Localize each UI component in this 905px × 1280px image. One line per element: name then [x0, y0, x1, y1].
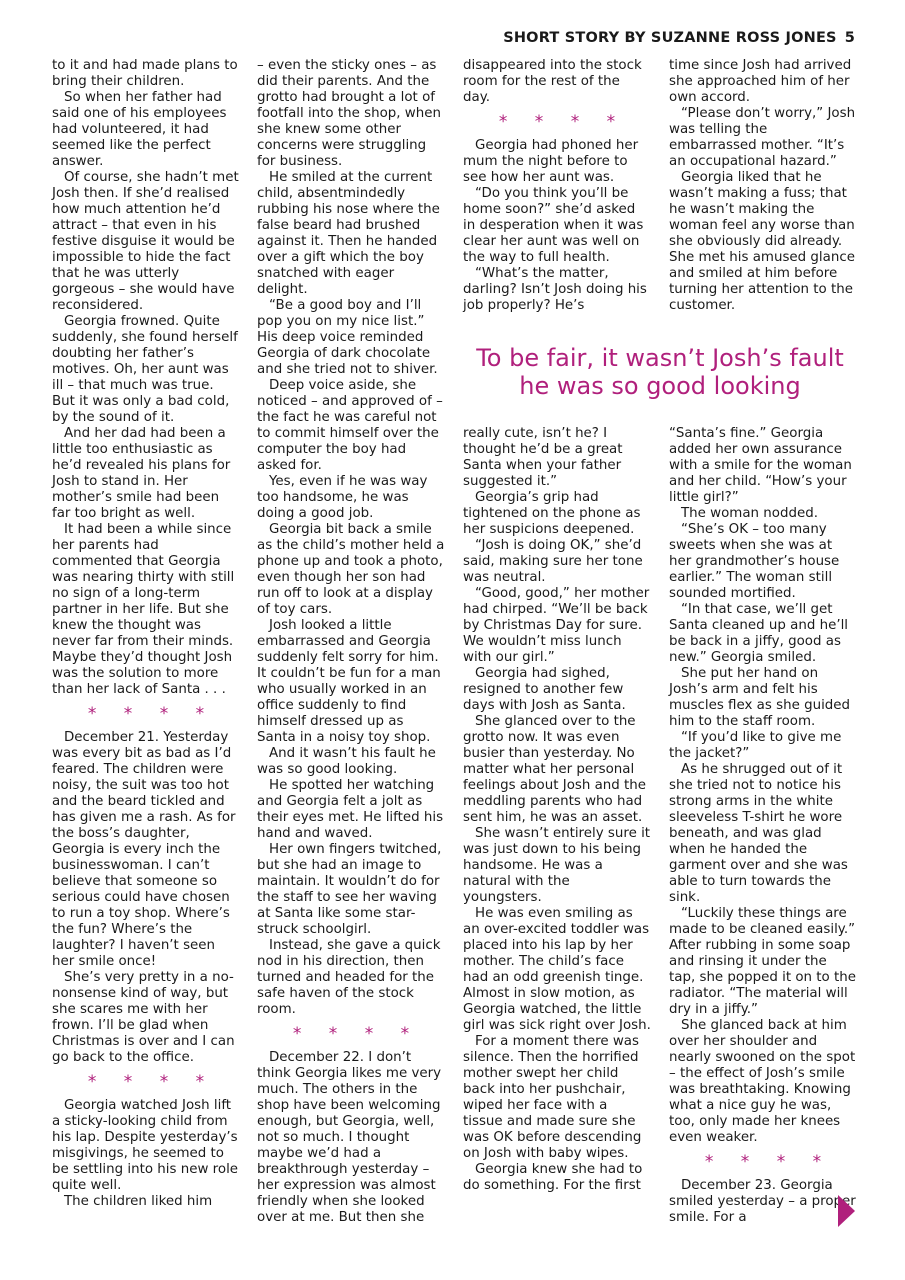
paragraph: Yes, even if he was way too handsome, he was doing a good job. — [257, 474, 428, 521]
paragraph: “Josh is doing OK,” she’d said, making sure her tone was neutral. — [463, 538, 643, 585]
paragraph: Georgia knew she had to do something. For the first — [463, 1162, 643, 1193]
next-page-arrow-icon — [838, 1195, 855, 1227]
column-2 — [257, 58, 445, 1226]
paragraph: The children liked him — [64, 1194, 213, 1209]
paragraph: really cute, isn’t he? I thought he’d be a great Santa when your father suggested it.” — [463, 426, 623, 489]
paragraph: And it wasn’t his fault he was so good looking. — [257, 746, 436, 777]
paragraph: Georgia’s grip had tightened on the phone as her suspicions deepened. — [463, 490, 641, 537]
paragraph: He smiled at the current child, absentmindedly rubbing his nose where the false beard had brushed against it. Then he handed over a gift which the boy snatched with eager delight. — [257, 170, 440, 297]
paragraph: She glanced back at him over her shoulder and nearly swooned on the spot – the effect of Josh’s smile was breathtaking. Knowing what a nice guy he was, too, only made her knees even weaker. — [669, 1018, 856, 1145]
paragraph: Georgia liked that he wasn’t making a fuss; that he wasn’t making the woman feel any worse than she obviously did already. She met his amused glance and smiled at him before turning her attention to the customer. — [669, 170, 855, 313]
column-1 — [52, 58, 240, 1210]
paragraph: So when her father had said one of his employees had volunteered, it had seemed like the perfect answer. — [52, 90, 227, 169]
column-4-bottom — [669, 426, 857, 1226]
paragraph: “Luckily these things are made to be cleaned easily.” After rubbing in some soap and rinsing it under the tap, she popped it on to the radiator. “The material will dry in a jiffy.” — [669, 906, 856, 1017]
paragraph: As he shrugged out of it she tried not to notice his strong arms in the white sleeveless T-shirt he wore beneath, and was glad when he handed the garment over and she was able to turn towards the sink. — [669, 762, 848, 905]
paragraph: – even the sticky ones – as did their parents. And the grotto had brought a lot of footfall into the shop, when she knew some other concerns were struggling for business. — [257, 58, 441, 169]
paragraph: Of course, she hadn’t met Josh then. If she’d realised how much attention he’d attract – that even in his festive disguise it would be impossible to hide the fact that he was utterly gorgeous – she would have reconsidered. — [52, 170, 239, 313]
paragraph: For a moment there was silence. Then the horrified mother swept her child back into her pushchair, wiped her face with a tissue and made sure she was OK before descending on Josh with baby wipes. — [463, 1034, 642, 1161]
paragraph: “Do you think you’ll be home soon?” she’d asked in desperation when it was clear her aunt was well on the way to full health. — [463, 186, 644, 265]
paragraph: She put her hand on Josh’s arm and felt his muscles flex as she guided him to the staff room. — [669, 666, 851, 729]
paragraph: He was even smiling as an over-excited toddler was placed into his lap by her mother. The child’s face had an odd greenish tinge. Almost in slow motion, as Georgia watched, the little girl was sick right over Josh. — [463, 906, 651, 1033]
paragraph: Deep voice aside, she noticed – and approved of – the fact he was careful not to commit himself over the computer the boy had asked for. — [257, 378, 443, 473]
section-break-stars: * * * * — [704, 1152, 822, 1172]
section-break-stars: * * * * — [87, 1072, 205, 1092]
paragraph: December 22. I don’t think Georgia likes me very much. The others in the shop have been welcoming enough, but Georgia, well, not so much. I thought maybe we’d had a breakthrough yesterday – her expression was almost friendly when she looked over at me. But then she — [257, 1050, 442, 1225]
paragraph: Georgia bit back a smile as the child’s mother held a phone up and took a photo, even though her son had run off to look at a display of toy cars. — [257, 522, 445, 617]
paragraph: “Santa’s fine.” Georgia added her own assurance with a smile for the woman and her child. “How’s your little girl?” — [669, 426, 852, 505]
paragraph: “What’s the matter, darling? Isn’t Josh doing his job properly? He’s — [463, 266, 647, 313]
paragraph: “In that case, we’ll get Santa cleaned up and he’ll be back in a jiffy, good as new.” Georgia smiled. — [669, 602, 849, 665]
paragraph: “Please don’t worry,” Josh was telling the embarrassed mother. “It’s an occupational hazard.” — [669, 106, 856, 169]
paragraph: And her dad had been a little too enthusiastic as he’d revealed his plans for Josh to stand in. Her mother’s smile had been far too bright as well. — [52, 426, 231, 521]
paragraph: She wasn’t entirely sure it was just down to his being handsome. He was a natural with the youngsters. — [463, 826, 651, 905]
paragraph: Josh looked a little embarrassed and Georgia suddenly felt sorry for him. It couldn’t be fun for a man who usually worked in an office suddenly to find himself dressed up as Santa in a noisy toy shop. — [257, 618, 441, 745]
paragraph: December 21. Yesterday was every bit as bad as I’d feared. The children were noisy, the suit was too hot and the beard tickled and has given me a rash. As for the boss’s daughter, Georgia is every inch the businesswoman. I can’t believe that someone so serious could have chosen to run a toy shop. Where’s the fun? Where’s the laughter? I haven’t seen her smile once! — [52, 730, 236, 969]
section-break-stars: * * * * — [292, 1024, 410, 1044]
column-4-top — [669, 58, 857, 314]
paragraph: to it and had made plans to bring their children. — [52, 58, 238, 89]
paragraph: “Good, good,” her mother had chirped. “We’ll be back by Christmas Day for sure. We wouldn’t miss lunch with our girl.” — [463, 586, 650, 665]
section-break-stars: * * * * — [87, 704, 205, 724]
paragraph: Her own fingers twitched, but she had an image to maintain. It wouldn’t do for the staff to see her waving at Santa like some star-struck schoolgirl. — [257, 842, 442, 937]
paragraph: Instead, she gave a quick nod in his direction, then turned and headed for the safe haven of the stock room. — [257, 938, 441, 1017]
paragraph: He spotted her watching and Georgia felt a jolt as their eyes met. He lifted his hand and waved. — [257, 778, 444, 841]
paragraph: The woman nodded. — [681, 506, 818, 521]
column-3-bottom — [463, 426, 651, 1194]
header-title: SHORT STORY BY SUZANNE ROSS JONES — [503, 30, 837, 46]
paragraph: Georgia frowned. Quite suddenly, she found herself doubting her father’s motives. Oh, her aunt was ill – that much was true. But it was only a bad cold, by the sound of it. — [52, 314, 238, 425]
paragraph: She’s very pretty in a no-nonsense kind of way, but she scares me with her frown. I’ll be glad when Christmas is over and I can go back to the office. — [52, 970, 235, 1065]
paragraph: “Be a good boy and I’ll pop you on my nice list.” His deep voice reminded Georgia of dark chocolate and she tried not to shiver. — [257, 298, 438, 377]
page-number: 5 — [844, 30, 855, 46]
paragraph: Georgia watched Josh lift a sticky-looking child from his lap. Despite yesterday’s misgivings, he seemed to be settling into his new role quite well. — [52, 1098, 239, 1193]
pull-quote: To be fair, it wasn’t Josh’s fault he was so good looking — [476, 344, 844, 400]
section-break-stars: * * * * — [498, 112, 616, 132]
paragraph: “She’s OK – too many sweets when she was at her grandmother’s house earlier.” The woman still sounded mortified. — [669, 522, 840, 601]
paragraph: time since Josh had arrived she approached him of her own accord. — [669, 58, 852, 105]
paragraph: Georgia had phoned her mum the night before to see how her aunt was. — [463, 138, 639, 185]
paragraph: “If you’d like to give me the jacket?” — [669, 730, 842, 761]
column-3-top — [463, 58, 651, 314]
paragraph: She glanced over to the grotto now. It was even busier than yesterday. No matter what her personal feelings about Josh and the meddling parents who had sent him, he was an asset. — [463, 714, 647, 825]
paragraph: December 23. Georgia smiled yesterday – a proper smile. For a — [669, 1178, 856, 1225]
paragraph: disappeared into the stock room for the rest of the day. — [463, 58, 642, 105]
paragraph: Georgia had sighed, resigned to another few days with Josh as Santa. — [463, 666, 626, 713]
running-header — [503, 30, 855, 46]
paragraph: It had been a while since her parents had commented that Georgia was nearing thirty with still no sign of a long-term partner in her life. But she knew the thought was never far from their minds. Maybe they’d thought Josh was the solution to more than her lack of Santa . . . — [52, 522, 235, 697]
